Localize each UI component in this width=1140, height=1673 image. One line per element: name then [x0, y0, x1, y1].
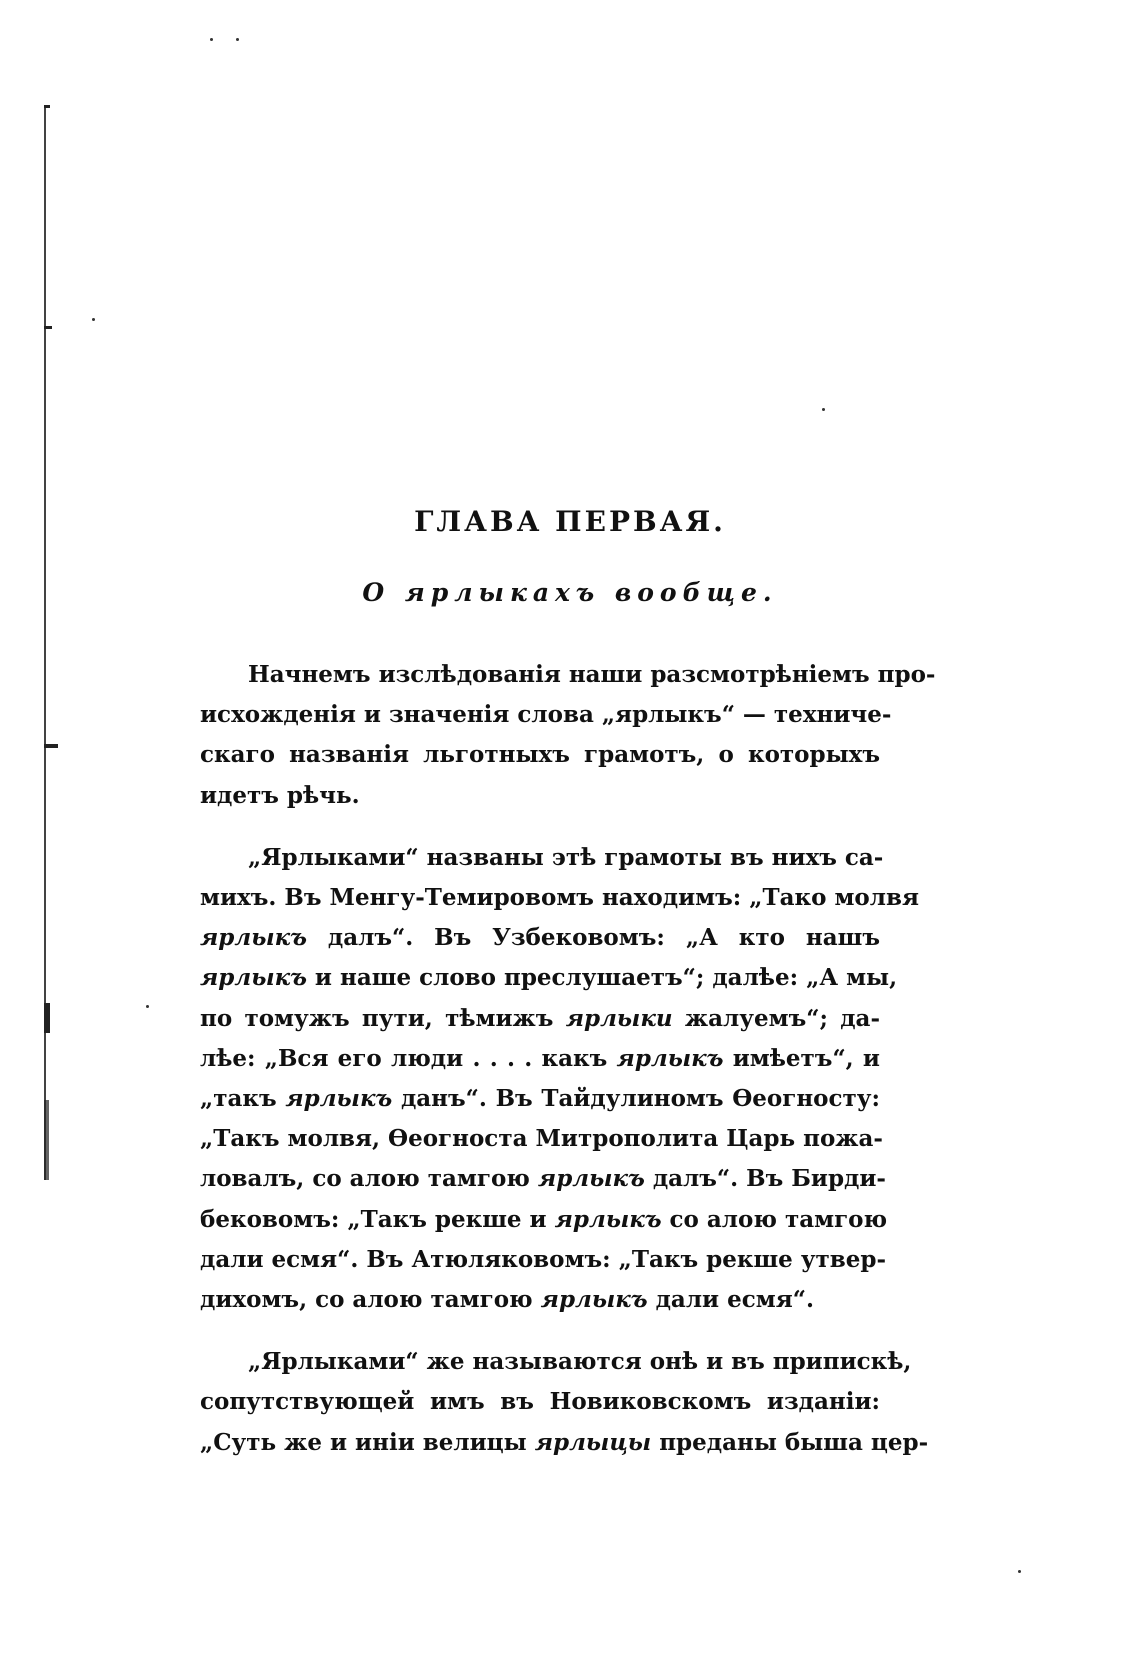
text-line: лѣе: „Вся его люди . . . . какъ ярлыкъ имѣетъ“, и [200, 1044, 880, 1072]
text-line: идетъ рѣчь. [200, 781, 360, 809]
text-line: сопутствующей имъ въ Новиковскомъ изданіи: [200, 1388, 880, 1416]
text-line: исхожденія и значенія слова „ярлыкъ“ — техниче- [200, 701, 892, 729]
scan-speck [210, 38, 213, 41]
text-line: ловалъ, со алою тамгою ярлыкъ далъ“. Въ Бирди- [200, 1165, 886, 1193]
paragraph [200, 1342, 929, 1463]
scan-edge-mark [44, 326, 52, 329]
text-line: Начнемъ изслѣдованія наши разсмотрѣніемъ про- [248, 661, 936, 688]
scan-speck [236, 38, 239, 41]
scan-speck [1018, 1570, 1021, 1573]
body-text [200, 655, 936, 1485]
scan-speck [146, 1005, 149, 1008]
text-line: михъ. Въ Менгу-Темировомъ находимъ: „Тако молвя [200, 884, 919, 912]
text-line: бековомъ: „Такъ рекше и ярлыкъ со алою тамгою [200, 1205, 888, 1233]
text-line: „Ярлыками“ же называются онѣ и въ припискѣ, [248, 1348, 912, 1376]
paragraph [200, 838, 919, 1320]
text-line: „Ярлыками“ названы этѣ грамоты въ нихъ са- [248, 843, 884, 871]
text-line: ярлыкъ и наше слово преслушаетъ“; далѣе: „А мы, [200, 964, 898, 992]
scan-speck [92, 318, 95, 321]
scan-edge-mark [44, 1100, 49, 1180]
scan-speck [822, 408, 825, 411]
scan-edge-mark [44, 105, 50, 108]
text-line: дихомъ, со алою тамгою ярлыкъ дали есмя“. [200, 1286, 814, 1314]
text-line: „такъ ярлыкъ данъ“. Въ Тайдулиномъ Ѳеогносту: [200, 1085, 880, 1113]
text-line: ярлыкъ далъ“. Въ Узбековомъ: „А кто нашъ [200, 924, 880, 952]
text-line: „Такъ молвя, Ѳеогноста Митрополита Царь пожа- [200, 1125, 883, 1153]
paragraph [200, 655, 936, 816]
text-line: скаго названія льготныхъ грамотъ, о которыхъ [200, 741, 880, 769]
chapter-title: ГЛАВА ПЕРВАЯ. [414, 505, 726, 538]
scan-edge-mark [44, 1003, 50, 1033]
text-line: по томужъ пути, тѣмижъ ярлыки жалуемъ“; да- [200, 1004, 880, 1032]
scan-edge-mark [44, 744, 58, 748]
text-line: „Суть же и иніи велицы ярлыцы преданы быша цер- [200, 1428, 929, 1456]
section-title: О ярлыкахъ вообще. [362, 578, 778, 607]
text-line: дали есмя“. Въ Атюляковомъ: „Такъ рекше утвер- [200, 1245, 887, 1273]
